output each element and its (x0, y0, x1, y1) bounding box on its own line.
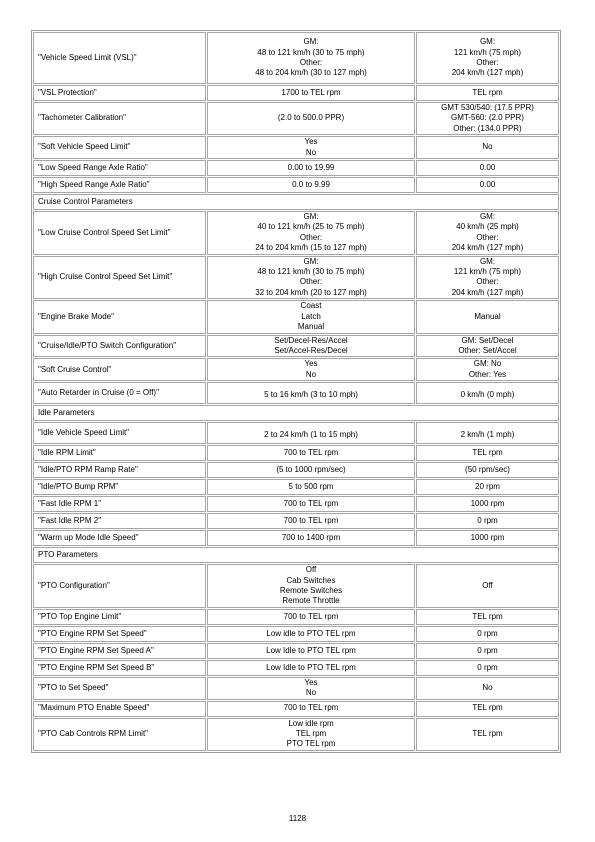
default-cell (416, 530, 559, 546)
default-line: Other: Yes (468, 369, 507, 379)
parameter-row (33, 701, 559, 717)
parameter-row (33, 160, 559, 176)
parameter-name: "Idle RPM Limit" (33, 445, 206, 461)
range-cell (207, 513, 415, 529)
range-cell (207, 102, 415, 135)
default-cell (416, 462, 559, 478)
parameter-row (33, 643, 559, 659)
range-cell (207, 677, 415, 700)
range-cell (207, 701, 415, 717)
parameter-row (33, 32, 559, 84)
range-cell (207, 626, 415, 642)
range-line: (2.0 to 500.0 PPR) (277, 113, 345, 123)
parameter-name: "Engine Brake Mode" (33, 300, 206, 333)
range-line: Cab Switches (286, 575, 336, 585)
page-number: 1128 (288, 814, 307, 823)
parameter-name: "Maximum PTO Enable Speed" (33, 701, 206, 717)
default-cell (416, 479, 559, 495)
range-line: Set/Accel-Res/Decel (274, 345, 348, 355)
range-line: 700 to TEL rpm (283, 611, 339, 621)
default-line: No (482, 682, 493, 692)
range-cell (207, 718, 415, 751)
default-line: 121 km/h (75 mph) (453, 47, 522, 57)
parameter-name: "Tachometer Calibration" (33, 102, 206, 135)
default-cell (416, 701, 559, 717)
parameter-name: "PTO Engine RPM Set Speed A" (33, 643, 206, 659)
default-line: 0 rpm (477, 628, 498, 638)
parameter-row (33, 677, 559, 700)
default-line: (50 rpm/sec) (465, 464, 510, 474)
default-cell (416, 102, 559, 135)
default-line: 0 rpm (477, 645, 498, 655)
default-cell (416, 422, 559, 444)
parameter-name: "Idle/PTO RPM Ramp Rate" (33, 462, 206, 478)
default-line: Off (482, 580, 493, 590)
range-line: Off (305, 565, 317, 575)
parameter-name: "Cruise/Idle/PTO Switch Configuration" (33, 335, 206, 358)
default-line: TEL rpm (472, 728, 503, 738)
range-cell (207, 256, 415, 300)
range-line: 5 to 16 km/h (3 to 10 mph) (264, 389, 358, 399)
range-line: Low Idle to PTO TEL rpm (266, 645, 356, 655)
parameter-name: "PTO Top Engine Limit" (33, 609, 206, 625)
range-line: Low idle rpm (288, 718, 334, 728)
range-line: GM: (303, 256, 319, 266)
range-cell (207, 85, 415, 101)
parameter-name: "Auto Retarder in Cruise (0 = Off)" (33, 382, 206, 404)
range-line: Yes (304, 677, 318, 687)
default-line: 204 km/h (127 mph) (451, 243, 524, 253)
range-cell (207, 564, 415, 608)
range-line: No (305, 688, 317, 698)
default-cell (416, 300, 559, 333)
parameter-name: "Idle Vehicle Speed Limit" (33, 422, 206, 444)
parameter-name: "PTO to Set Speed" (33, 677, 206, 700)
parameter-row (33, 479, 559, 495)
default-line: TEL rpm (472, 87, 503, 97)
parameter-row (33, 564, 559, 608)
range-cell (207, 479, 415, 495)
parameter-row (33, 718, 559, 751)
range-cell (207, 660, 415, 676)
default-line: Other: (476, 232, 499, 242)
parameter-table (31, 30, 561, 753)
range-line: Latch (301, 311, 321, 321)
default-cell (416, 445, 559, 461)
range-line: Other: (299, 277, 323, 287)
default-cell (416, 626, 559, 642)
range-line: 32 to 204 km/h (20 to 127 mph) (255, 287, 367, 297)
range-line: 0.0 to 9.99 (292, 179, 330, 189)
section-row (33, 194, 559, 210)
default-line: 204 km/h (127 mph) (451, 287, 524, 297)
default-cell (416, 85, 559, 101)
range-line: 700 to 1400 rpm (281, 532, 341, 542)
range-line: 700 to TEL rpm (283, 447, 339, 457)
default-line: 0 km/h (0 mph) (460, 389, 515, 399)
parameter-name: "Idle/PTO Bump RPM" (33, 479, 206, 495)
parameter-row (33, 85, 559, 101)
parameter-name: "Low Speed Range Axle Ratio" (33, 160, 206, 176)
section-row (33, 405, 559, 421)
parameter-row (33, 660, 559, 676)
range-cell (207, 335, 415, 358)
default-cell (416, 564, 559, 608)
parameter-row (33, 626, 559, 642)
parameter-name: "Fast Idle RPM 1" (33, 496, 206, 512)
default-line: 20 rpm (475, 481, 500, 491)
range-line: Yes (304, 137, 318, 147)
default-line: 0.00 (479, 179, 496, 189)
range-line: 40 to 121 km/h (25 to 75 mph) (257, 222, 365, 232)
default-cell (416, 718, 559, 751)
range-line: Other: (299, 58, 323, 67)
range-cell (207, 382, 415, 404)
default-line: 1000 rpm (470, 498, 505, 508)
parameter-row (33, 382, 559, 404)
default-cell (416, 136, 559, 159)
default-line: 40 km/h (25 mph) (456, 222, 519, 232)
parameter-table-body (33, 32, 559, 751)
parameter-name: "PTO Engine RPM Set Speed B" (33, 660, 206, 676)
range-cell (207, 609, 415, 625)
range-line: (5 to 1000 rpm/sec) (276, 464, 346, 474)
range-line: Yes (304, 359, 318, 369)
parameter-row (33, 136, 559, 159)
range-line: Coast (300, 301, 322, 311)
default-line: 0 rpm (477, 515, 498, 525)
range-line: No (305, 147, 317, 157)
range-line: 700 to TEL rpm (283, 515, 339, 525)
default-line: 0.00 (479, 162, 496, 172)
parameter-row (33, 256, 559, 300)
default-cell (416, 382, 559, 404)
default-line: Other: (134.0 PPR) (453, 123, 522, 133)
default-line: Other: (476, 277, 499, 287)
range-cell (207, 496, 415, 512)
range-line: GM: (303, 212, 319, 222)
default-line: 204 km/h (127 mph) (451, 68, 524, 78)
range-line: 48 to 204 km/h (30 to 127 mph) (255, 68, 367, 78)
range-line: PTO TEL rpm (286, 739, 336, 749)
parameter-name: "PTO Cab Controls RPM Limit" (33, 718, 206, 751)
default-cell (416, 513, 559, 529)
range-line: Remote Throttle (282, 596, 340, 606)
range-cell (207, 300, 415, 333)
default-line: TEL rpm (472, 447, 503, 457)
parameter-name: "Fast Idle RPM 2" (33, 513, 206, 529)
range-cell (207, 358, 415, 381)
default-cell (416, 496, 559, 512)
parameter-row (33, 300, 559, 333)
range-line: Manual (297, 322, 325, 332)
range-cell (207, 445, 415, 461)
range-line: GM: (303, 37, 319, 47)
range-line: 2 to 24 km/h (1 to 15 mph) (264, 429, 358, 439)
range-line: 24 to 204 km/h (15 to 127 mph) (255, 243, 367, 253)
parameter-name: "Soft Vehicle Speed Limit" (33, 136, 206, 159)
range-line: Low idle to PTO TEL rpm (266, 628, 356, 638)
parameter-row (33, 422, 559, 444)
range-line: 700 to TEL rpm (283, 498, 339, 508)
range-cell (207, 136, 415, 159)
range-line: 5 to 500 rpm (288, 481, 334, 491)
default-cell (416, 256, 559, 300)
default-line: TEL rpm (472, 611, 503, 621)
section-heading: Idle Parameters (33, 405, 559, 421)
default-line: GM: (479, 212, 496, 222)
default-line: GM: (479, 256, 496, 266)
range-line: 0.00 to 19.99 (287, 162, 335, 172)
default-cell (416, 211, 559, 255)
section-row (33, 547, 559, 563)
default-cell (416, 335, 559, 358)
parameter-name: "PTO Configuration" (33, 564, 206, 608)
parameter-name: "Warm up Mode Idle Speed" (33, 530, 206, 546)
default-line: GMT-560: (2.0 PPR) (451, 113, 524, 123)
default-line: Other: Set/Accel (458, 345, 517, 355)
parameter-name: "High Cruise Control Speed Set Limit" (33, 256, 206, 300)
default-line: Other: (476, 58, 499, 67)
parameter-row (33, 530, 559, 546)
default-cell (416, 677, 559, 700)
parameter-name: "Vehicle Speed Limit (VSL)" (33, 32, 206, 84)
parameter-row (33, 211, 559, 255)
parameter-name: "High Speed Range Axle Ratio" (33, 177, 206, 193)
parameter-row (33, 177, 559, 193)
range-cell (207, 32, 415, 84)
default-line: Manual (474, 311, 501, 321)
range-line: 48 to 121 km/h (30 to 75 mph) (257, 47, 365, 57)
parameter-row (33, 335, 559, 358)
parameter-name: "Low Cruise Control Speed Set Limit" (33, 211, 206, 255)
default-line: No (482, 142, 493, 152)
default-line: 0 rpm (477, 662, 498, 672)
default-line: 2 km/h (1 mph) (460, 429, 515, 439)
range-cell (207, 177, 415, 193)
default-cell (416, 609, 559, 625)
parameter-row (33, 496, 559, 512)
parameter-row (33, 102, 559, 135)
parameter-row (33, 462, 559, 478)
default-cell (416, 358, 559, 381)
range-cell (207, 422, 415, 444)
parameter-name: "Soft Cruise Control" (33, 358, 206, 381)
range-line: 1700 to TEL rpm (281, 87, 341, 97)
range-line: 48 to 121 km/h (30 to 75 mph) (257, 267, 365, 277)
range-line: Low Idle to PTO TEL rpm (266, 662, 356, 672)
range-cell (207, 211, 415, 255)
default-cell (416, 660, 559, 676)
default-cell (416, 177, 559, 193)
range-line: Remote Switches (279, 585, 343, 595)
parameter-row (33, 445, 559, 461)
default-line: 1000 rpm (470, 532, 505, 542)
default-line: GM: (479, 37, 496, 47)
default-line: TEL rpm (472, 703, 503, 713)
default-line: GM: Set/Decel (461, 335, 514, 345)
range-cell (207, 462, 415, 478)
range-line: Other: (299, 232, 323, 242)
range-line: No (305, 369, 317, 379)
parameter-name: "PTO Engine RPM Set Speed" (33, 626, 206, 642)
range-cell (207, 160, 415, 176)
default-line: GMT 530/540: (17.5 PPR) (441, 103, 534, 112)
default-cell (416, 32, 559, 84)
parameter-row (33, 358, 559, 381)
parameter-row (33, 609, 559, 625)
default-cell (416, 643, 559, 659)
range-line: Set/Decel-Res/Accel (274, 335, 348, 345)
default-line: 121 km/h (75 mph) (453, 267, 522, 277)
section-heading: PTO Parameters (33, 547, 559, 563)
range-cell (207, 643, 415, 659)
parameter-name: "VSL Protection" (33, 85, 206, 101)
default-cell (416, 160, 559, 176)
parameter-row (33, 513, 559, 529)
parameter-sheet (31, 30, 559, 753)
range-line: TEL rpm (295, 728, 327, 738)
range-cell (207, 530, 415, 546)
range-line: 700 to TEL rpm (283, 703, 339, 713)
section-heading: Cruise Control Parameters (33, 194, 559, 210)
default-line: GM: No (473, 359, 502, 369)
